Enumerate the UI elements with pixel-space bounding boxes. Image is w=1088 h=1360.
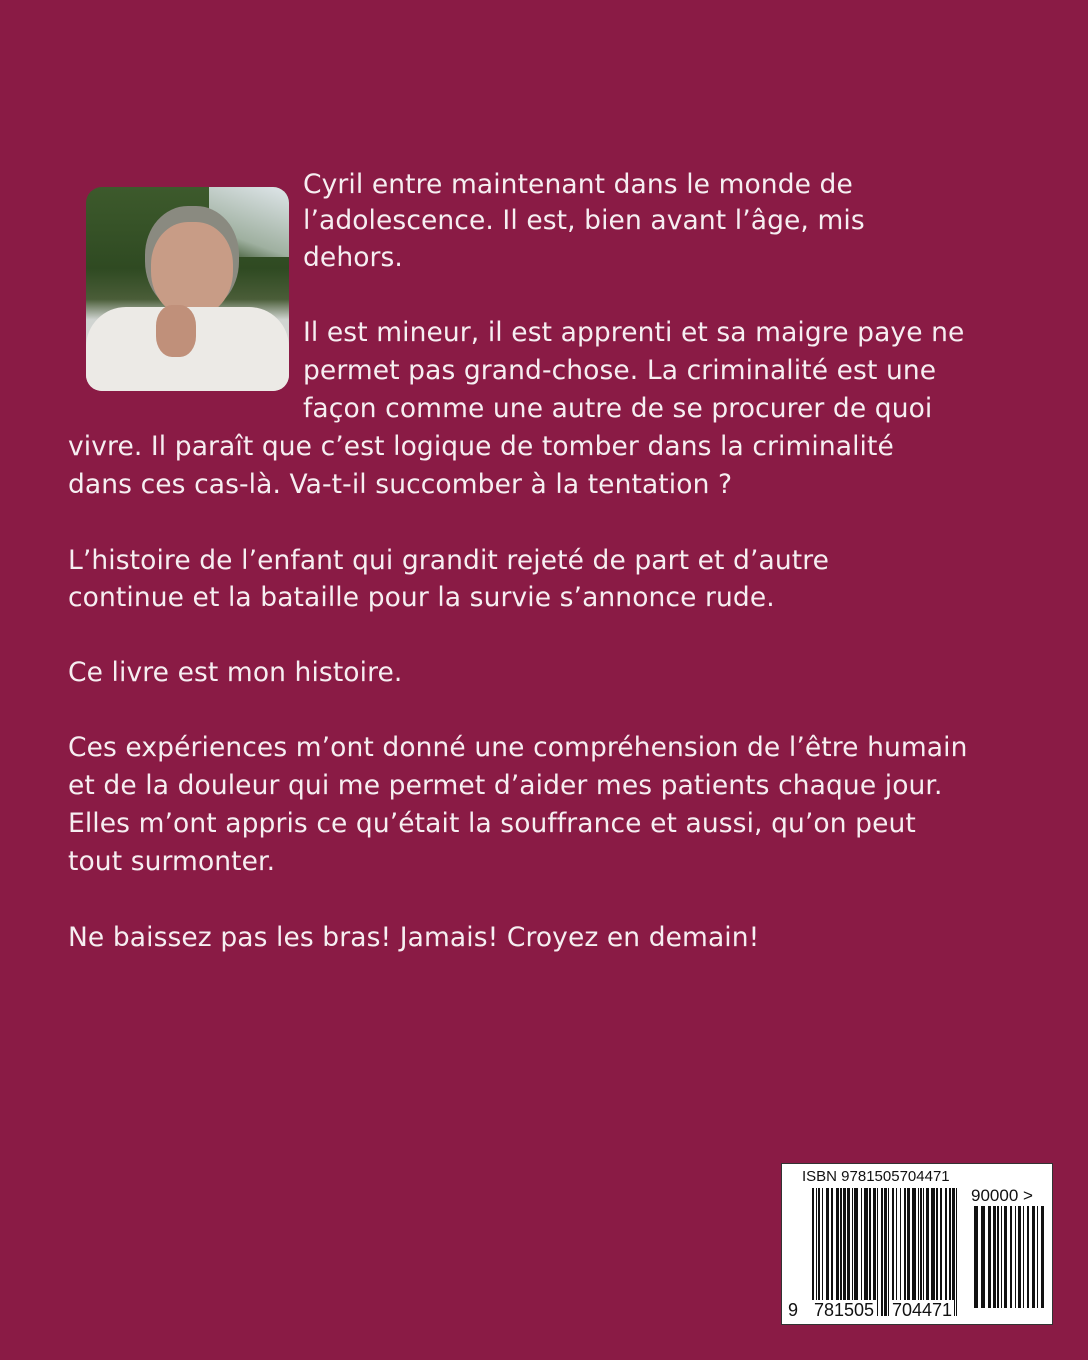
barcode-bar xyxy=(1001,1206,1002,1308)
barcode-bar xyxy=(818,1188,820,1316)
barcode-bar xyxy=(1037,1206,1038,1308)
barcode-bar xyxy=(869,1188,871,1316)
barcode-bar xyxy=(988,1206,991,1308)
barcode-bar xyxy=(974,1206,978,1308)
blurb-line: façon comme une autre de se procurer de quoi xyxy=(303,393,933,424)
barcode-bar xyxy=(881,1188,883,1316)
barcode-bar xyxy=(1010,1206,1012,1308)
blurb-line: vivre. Il paraît que c’est logique de tomber dans la criminalité xyxy=(68,431,894,462)
barcode-bar xyxy=(854,1188,858,1316)
barcode-bar xyxy=(981,1206,985,1308)
photo-head xyxy=(151,222,233,317)
blurb-line: et de la douleur qui me permet d’aider mes patients chaque jour. xyxy=(68,770,943,801)
blurb-line: l’adolescence. Il est, bien avant l’âge, mis xyxy=(303,205,865,236)
isbn-label: ISBN 9781505704471 xyxy=(802,1168,950,1185)
barcode-bar xyxy=(1018,1206,1021,1308)
barcode-bar xyxy=(888,1188,889,1316)
barcode-bar xyxy=(1032,1206,1035,1308)
barcode-bar xyxy=(1041,1206,1044,1308)
barcode-bar xyxy=(993,1206,996,1308)
blurb-line: Cyril entre maintenant dans le monde de xyxy=(303,169,853,200)
barcode-bar xyxy=(892,1188,894,1316)
barcode-bar xyxy=(852,1188,853,1316)
blurb-line: permet pas grand-chose. La criminalité est une xyxy=(303,355,937,386)
barcode-bar xyxy=(997,1206,999,1308)
barcode-bar xyxy=(877,1188,878,1316)
isbn-barcode xyxy=(781,1163,1053,1325)
barcode-bar xyxy=(822,1188,823,1316)
barcode-bar xyxy=(847,1188,850,1316)
barcode-bar xyxy=(1023,1206,1024,1308)
barcode-bar xyxy=(918,1188,919,1316)
barcode-bar xyxy=(926,1188,929,1316)
barcode-bar xyxy=(1027,1206,1029,1308)
barcode-bar xyxy=(949,1188,951,1316)
barcode-bar xyxy=(952,1188,955,1316)
barcode-bar xyxy=(956,1188,957,1316)
barcode-bar xyxy=(1015,1206,1016,1308)
author-photo xyxy=(86,187,289,391)
blurb-line: continue et la bataille pour la survie s’annonce rude. xyxy=(68,582,775,613)
barcode-digits-left: 781505 xyxy=(814,1300,875,1320)
barcode-bar xyxy=(923,1188,924,1316)
blurb-line: Ces expériences m’ont donné une compréhension de l’être humain xyxy=(68,732,968,763)
barcode-bar xyxy=(816,1188,817,1316)
barcode-bar xyxy=(907,1188,910,1316)
price-code: 90000 > xyxy=(971,1186,1033,1205)
barcode-bar xyxy=(940,1188,942,1316)
barcode-bar xyxy=(826,1188,829,1316)
barcode-bar xyxy=(904,1188,906,1316)
blurb-line: dehors. xyxy=(303,242,403,273)
blurb-line: tout surmonter. xyxy=(68,846,276,877)
photo-hand xyxy=(156,305,196,357)
barcode-bar xyxy=(843,1188,846,1316)
barcode-bar xyxy=(831,1188,833,1316)
barcode-bar xyxy=(931,1188,935,1316)
barcode-bar xyxy=(1004,1206,1007,1308)
barcode-bar xyxy=(836,1188,839,1316)
blurb-line: Elles m’ont appris ce qu’était la souffrance et aussi, qu’on peut xyxy=(68,808,916,839)
barcode-digit-first: 9 xyxy=(788,1300,799,1320)
barcode-bar xyxy=(900,1188,901,1316)
barcode-bar xyxy=(912,1188,916,1316)
barcode-bar xyxy=(812,1188,814,1316)
barcode-bar xyxy=(936,1188,938,1316)
barcode-bar xyxy=(945,1188,947,1316)
barcode-bar xyxy=(896,1188,897,1316)
barcode-bar xyxy=(920,1188,922,1316)
blurb-line: Ne baissez pas les bras! Jamais! Croyez en demain! xyxy=(68,922,760,953)
barcode-bar xyxy=(840,1188,842,1316)
barcode-bar xyxy=(884,1188,887,1316)
barcode-bar xyxy=(864,1188,868,1316)
barcode-bar xyxy=(873,1188,876,1316)
barcode-bar xyxy=(861,1188,862,1316)
barcode-digits-right: 704471 xyxy=(892,1300,953,1320)
blurb-line: dans ces cas-là. Va-t-il succomber à la tentation ? xyxy=(68,469,733,500)
blurb-line: L’histoire de l’enfant qui grandit rejeté de part et d’autre xyxy=(68,545,830,576)
blurb-line: Ce livre est mon histoire. xyxy=(68,657,403,688)
blurb-line: Il est mineur, il est apprenti et sa maigre paye ne xyxy=(303,317,965,348)
